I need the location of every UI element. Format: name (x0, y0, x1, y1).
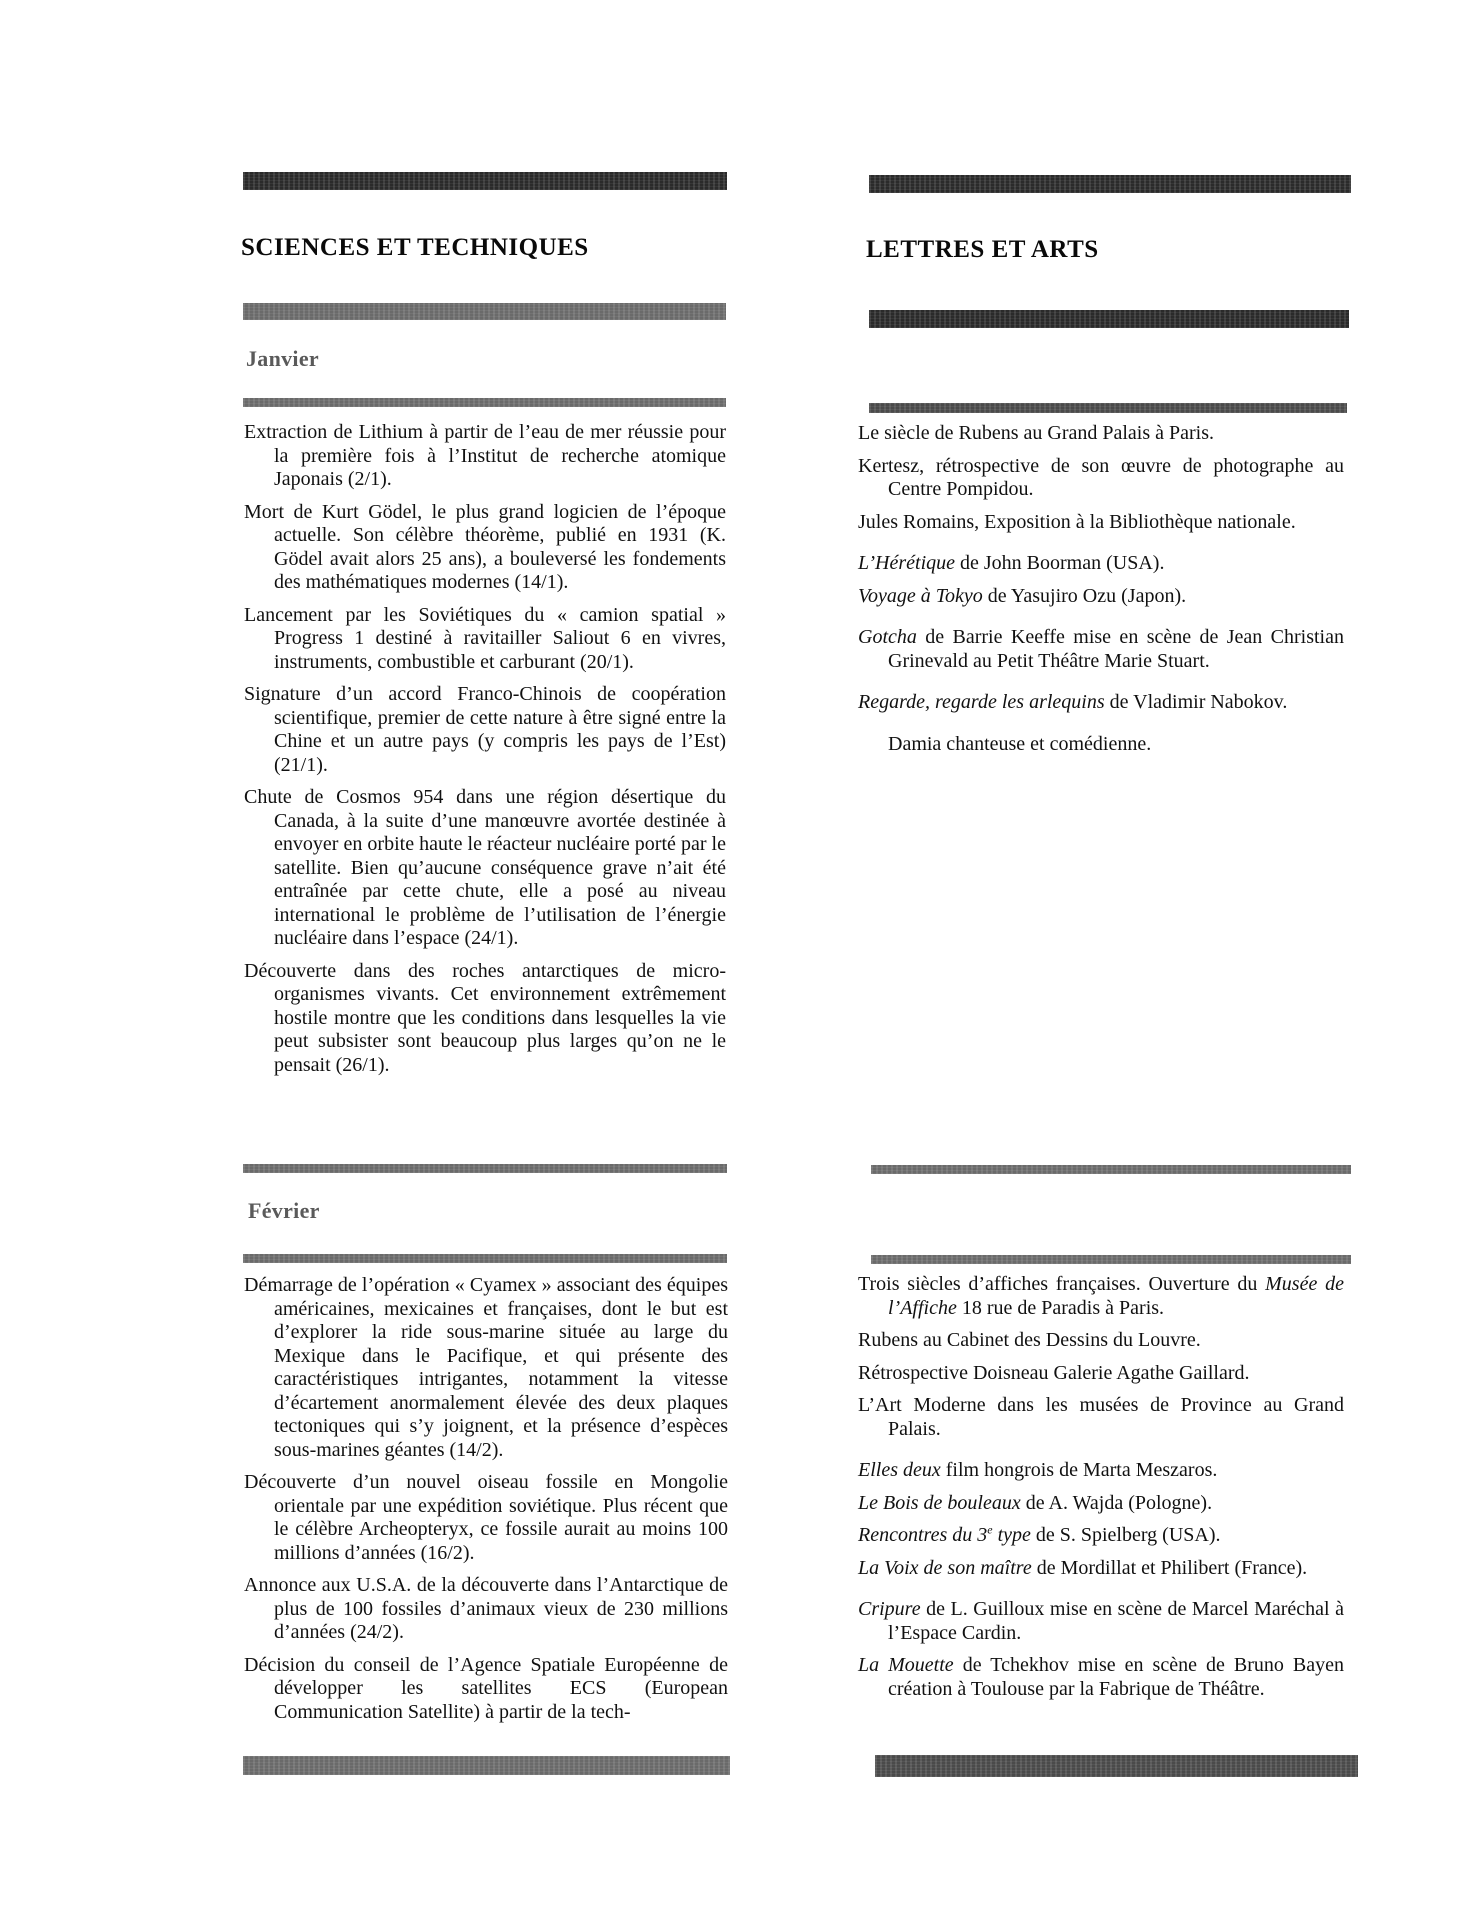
list-item: Décision du conseil de l’Agence Spatiale Européenne de développer les satellites ECS (European Communication Satellite) à partir de la tech- (244, 1653, 728, 1723)
entry-text: de S. Spielberg (USA). (1030, 1524, 1221, 1546)
work-title: Voyage à Tokyo (858, 584, 983, 607)
list-item (858, 1654, 1344, 1701)
month-label-fevrier: Février (248, 1198, 320, 1223)
list-item (858, 1394, 1344, 1441)
list-item: Mort de Kurt Gödel, le plus grand logicien de l’époque actuelle. Son célèbre théorème, publié en 1931 (K. Gödel avait alors 25 ans), a bouleversé les fondements des mathématiques modernes (14/1). (244, 500, 726, 593)
entry-text: de John Boorman (USA). (955, 552, 1165, 574)
list-item (858, 1524, 1344, 1548)
sciences-janvier-list (244, 421, 726, 1086)
list-item (858, 552, 1344, 576)
entry-text: film hongrois de Marta Meszaros. (940, 1459, 1218, 1481)
entry-text: Damia chanteuse et comédienne. (888, 732, 1152, 755)
list-item (858, 1273, 1344, 1320)
section-title-sciences: SCIENCES ET TECHNIQUES (241, 234, 589, 261)
list-item: Chute de Cosmos 954 dans une région désertique du Canada, à la suite d’une manœuvre avortée destinée à envoyer en orbite haute le réacteur nucléaire porté par le satellite. Bien qu’aucune conséquence grave n’ait été entraînée par cette chute, elle a posé au niveau international le problème de l’utilisation de l’énergie nucléaire dans l’espace (24/1). (244, 786, 726, 949)
divider-bar (875, 1755, 1358, 1777)
divider-bar (243, 1164, 727, 1173)
entry-text: L’Art Moderne dans les musées de Province au Grand Palais. (858, 1394, 1344, 1440)
month-label-janvier: Janvier (246, 346, 319, 371)
list-item (858, 626, 1344, 673)
sciences-fevrier-list (244, 1274, 728, 1724)
list-item (858, 1557, 1344, 1581)
list-item (858, 422, 1344, 446)
divider-bar (243, 172, 727, 190)
list-item (858, 511, 1344, 535)
work-title: Le Bois de bouleaux (858, 1491, 1021, 1514)
entry-text: de Vladimir Nabokov. (1104, 691, 1288, 713)
divider-bar (869, 310, 1349, 328)
list-item (858, 585, 1344, 609)
list-item (858, 691, 1344, 715)
work-title: Regarde, regarde les arlequins (858, 691, 1105, 713)
divider-bar (243, 398, 726, 407)
work-title (858, 1524, 1031, 1546)
list-item: Découverte dans des roches antarctiques de micro-organismes vivants. Cet environnement extrêmement hostile montre que les conditions dans lesquelles la vie peut subsister sont beaucoup plus larges qu’on ne le pensait (26/1). (244, 959, 726, 1076)
list-item: Découverte d’un nouvel oiseau fossile en Mongolie orientale par une expédition soviétique. Plus récent que le célèbre Archeopteryx, ce fossile aurait au moins 100 millions d’années (16/2). (244, 1471, 728, 1564)
entry-text: de Barrie Keeffe mise en scène de Jean Christian Grinevald au Petit Théâtre Marie Stuart. (888, 626, 1344, 672)
list-item (858, 1329, 1344, 1353)
entry-text: de Mordillat et Philibert (France). (1031, 1556, 1308, 1579)
work-title: Elles deux (858, 1459, 941, 1481)
entry-text: de L. Guilloux mise en scène de Marcel Maréchal à l’Espace Cardin. (888, 1598, 1344, 1644)
work-title: La Mouette (858, 1654, 954, 1676)
divider-bar (243, 1254, 727, 1263)
entry-text: Le siècle de Rubens au Grand Palais à Paris. (858, 422, 1215, 444)
list-item (858, 1459, 1344, 1483)
work-title: La Voix de son maître (858, 1556, 1032, 1579)
lettres-fevrier-list (858, 1273, 1344, 1701)
list-item (858, 1362, 1344, 1386)
entry-text: Kertesz, rétrospective de son œuvre de photographe au Centre Pompidou. (858, 454, 1344, 500)
entry-text: Jules Romains, Exposition à la Bibliothèque nationale. (858, 510, 1296, 533)
entry-text: de A. Wajda (Pologne). (1020, 1491, 1213, 1514)
entry-text: Rubens au Cabinet des Dessins du Louvre. (858, 1329, 1201, 1351)
work-title: Gotcha (858, 626, 917, 648)
list-item (858, 1598, 1344, 1645)
work-title-part: Rencontres du 3 (858, 1524, 988, 1546)
superscript: e (987, 1522, 993, 1537)
list-item (858, 1492, 1344, 1516)
list-item: Extraction de Lithium à partir de l’eau de mer réussie pour la première fois à l’Institut de recherche atomique Japonais (2/1). (244, 421, 726, 490)
entry-text: de Tchekhov mise en scène de Bruno Bayen création à Toulouse par la Fabrique de Théâtre. (888, 1654, 1345, 1700)
work-title: L’Hérétique (858, 552, 956, 574)
entry-text: Trois siècles d’affiches françaises. Ouverture du (858, 1273, 1266, 1295)
list-item: Signature d’un accord Franco-Chinois de coopération scientifique, premier de cette nature à être signé entre la Chine et un autre pays (y compris les pays de l’Est) (21/1). (244, 683, 726, 776)
entry-text: 18 rue de Paradis à Paris. (956, 1296, 1165, 1319)
divider-bar (243, 1756, 730, 1775)
list-item: Annonce aux U.S.A. de la découverte dans l’Antarctique de plus de 100 fossiles d’animaux vieux de 230 millions d’années (24/2). (244, 1574, 728, 1643)
entry-text: Rétrospective Doisneau Galerie Agathe Gaillard. (858, 1361, 1250, 1384)
work-title-part: type (992, 1524, 1031, 1546)
divider-bar (871, 1165, 1351, 1174)
divider-bar (869, 175, 1351, 193)
work-title: Musée de l’Affiche (888, 1273, 1344, 1319)
divider-bar (871, 1255, 1351, 1264)
list-item (858, 455, 1344, 502)
entry-text: de Yasujiro Ozu (Japon). (982, 584, 1187, 607)
list-item: Démarrage de l’opération « Cyamex » associant des équipes américaines, mexicaines et françaises, dont le but est d’explorer la ride sous-marine située au large du Mexique dans le Pacifique, et qui présente des caractéristiques intrigantes, notamment la vitesse d’écartement anormalement élevée des deux plaques tectoniques qui s’y joignent, et la présence d’espèces sous-marines géantes (14/2). (244, 1274, 728, 1461)
lettres-janvier-list (858, 422, 1344, 765)
work-title: Cripure (858, 1598, 921, 1620)
divider-bar (869, 403, 1347, 413)
divider-bar (243, 303, 726, 320)
list-item (858, 733, 1344, 757)
section-title-lettres: LETTRES ET ARTS (866, 236, 1099, 263)
list-item: Lancement par les Soviétiques du « camion spatial » Progress 1 destiné à ravitailler Saliout 6 en vivres, instruments, combustible et carburant (20/1). (244, 603, 726, 673)
